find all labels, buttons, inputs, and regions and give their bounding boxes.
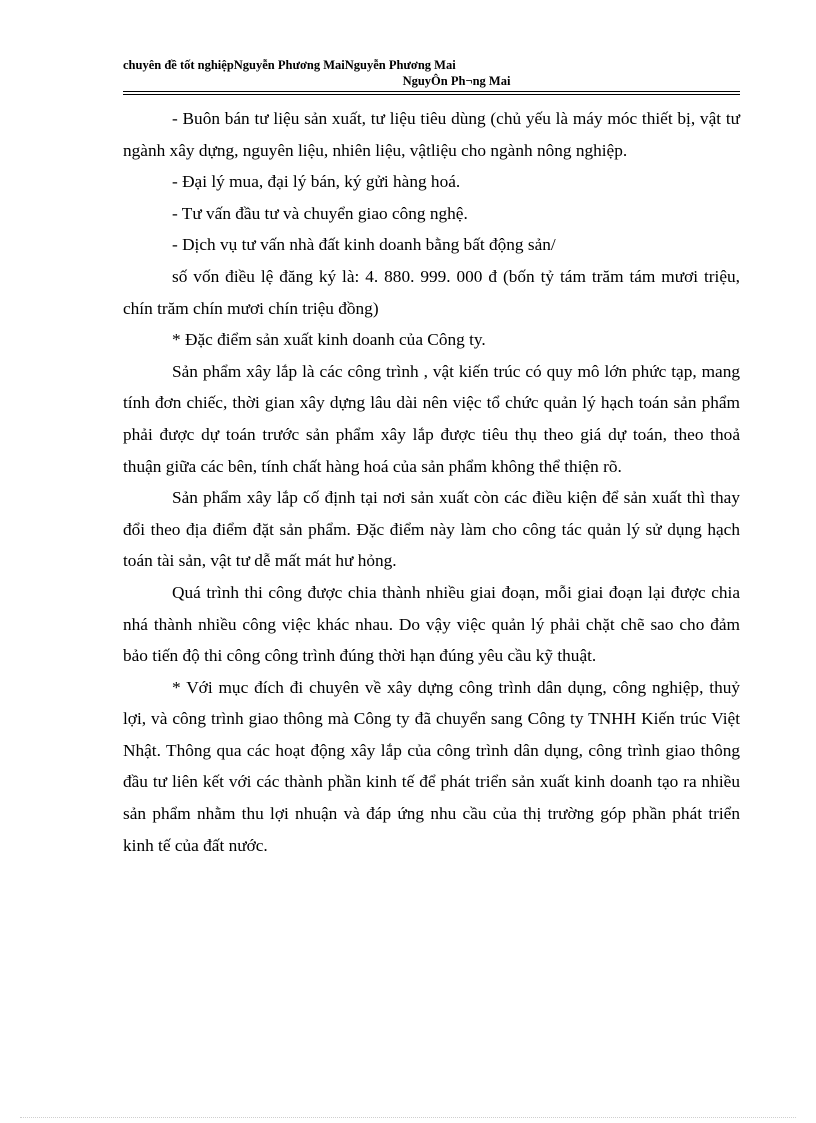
paragraph-real-estate: - Dịch vụ tư vấn nhà đất kinh doanh bằng bất động sản/ bbox=[172, 235, 556, 255]
paragraph-construction-products: Sản phẩm xây lắp là các công trình , vật kiến trúc có quy mô lớn phức tạp, mang tính đơn chiếc, thời gian xây dựng lâu dài nên việc tổ chức quản lý hạch toán sản phẩm phải được dự toán trước sản phẩm xây lắp được tiêu thụ theo giá dự toán, theo thoả thuận giữa các bên, tính chất hàng hoá của sản phẩm không thể thiện rõ. bbox=[123, 361, 740, 476]
paragraph-consulting: - Tư vấn đầu tư và chuyển giao công nghệ. bbox=[172, 203, 468, 223]
paragraph-capital: số vốn điều lệ đăng ký là: 4. 880. 999. 000 đ (bốn tỷ tám trăm tám mươi triệu, chín trăm chín mươi chín triệu đồng) bbox=[123, 266, 740, 318]
paragraph-characteristics-heading: * Đặc điểm sản xuất kinh doanh của Công ty. bbox=[172, 330, 486, 350]
page-footer-border bbox=[20, 1117, 796, 1118]
header-rule-thin bbox=[123, 94, 740, 95]
page-header bbox=[123, 57, 740, 89]
header-author: NguyÔn Ph¬ng Mai bbox=[402, 74, 511, 88]
header-rule bbox=[123, 91, 740, 92]
paragraph-agency: - Đại lý mua, đại lý bán, ký gửi hàng hoá. bbox=[172, 172, 461, 192]
document-body bbox=[123, 103, 740, 861]
paragraph-trade: - Buôn bán tư liệu sản xuất, tư liệu tiêu dùng (chủ yếu là máy móc thiết bị, vật tư ngành xây dựng, nguyên liệu, nhiên liệu, vậtliệu cho ngành nông nghiệp. bbox=[123, 109, 740, 160]
paragraph-company-purpose: * Với mục đích đi chuyên về xây dựng công trình dân dụng, công nghiệp, thuỷ lợi, và công trình giao thông mà Công ty đã chuyển sang Công ty TNHH Kiến trúc Việt Nhật. Thông qua các hoạt động xây lắp của công trình dân dụng, công trình giao thông đầu tư liên kết với các thành phần kinh tế để phát triển sản xuất kinh doanh tạo ra nhiều sản phẩm nhằm thu lợi nhuận và đáp ứng nhu cầu của thị trường góp phần phát triển kinh tế của đất nước. bbox=[123, 677, 740, 855]
paragraph-fixed-location: Sản phẩm xây lắp cố định tại nơi sản xuất còn các điều kiện để sản xuất thì thay đổi theo địa điểm đặt sản phẩm. Đặc điểm này làm cho công tác quản lý sử dụng hạch toán tài sản, vật tư dễ mất mát hư hỏng. bbox=[123, 488, 740, 571]
header-title: chuyên đề tốt nghiệpNguyễn Phương MaiNguyễn Phương Mai bbox=[123, 58, 456, 72]
paragraph-construction-process: Quá trình thi công được chia thành nhiều giai đoạn, mỗi giai đoạn lại được chia nhá thành nhiều công việc khác nhau. Do vậy việc quản lý phải chặt chẽ sao cho đảm bảo tiến độ thi công công trình đúng thời hạn đúng yêu cầu kỹ thuật. bbox=[123, 582, 740, 666]
